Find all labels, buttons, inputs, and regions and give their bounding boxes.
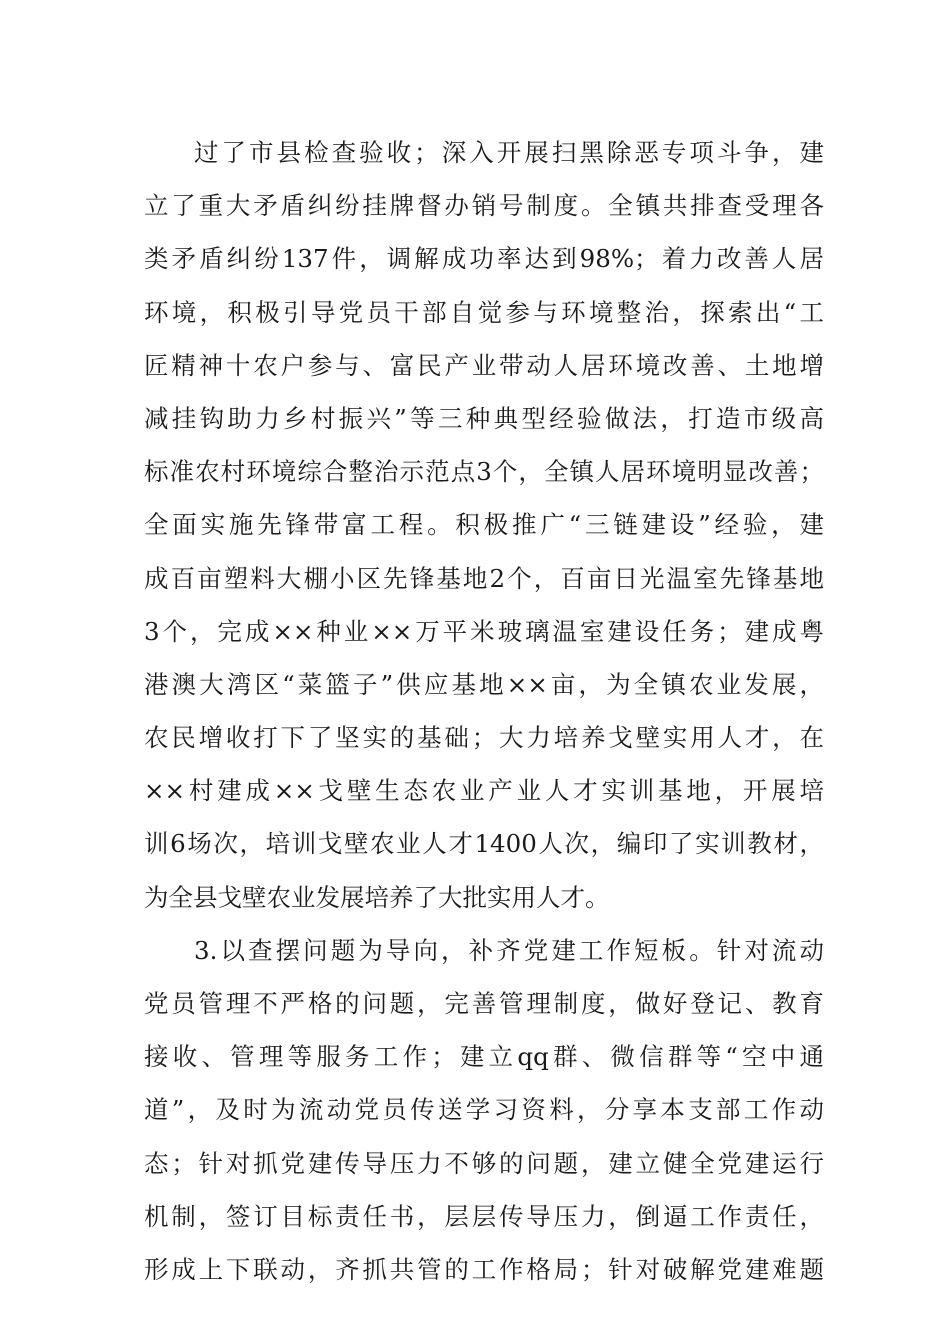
text-line: 形成上下联动，齐抓共管的工作格局；针对破解党建难题 (144, 1254, 824, 1284)
text-line: 过了市县检查验收；深入开展扫黑除恶专项斗争，建 (194, 138, 824, 167)
text-line: 农民增收打下了坚实的基础；大力培养戈壁实用人才，在 (144, 723, 824, 753)
text-line: 机制，签订目标责任书，层层传导压力，倒逼工作责任， (144, 1201, 824, 1231)
text-line: 环境，积极引导党员干部自觉参与环境整治，探索出“工 (144, 297, 824, 327)
text-line: 道”，及时为流动党员传送学习资料，分享本支部工作动 (144, 1095, 824, 1125)
text-line: ××村建成××戈壁生态农业产业人才实训基地，开展培 (144, 776, 824, 806)
text-line: 党员管理不严格的问题，完善管理制度，做好登记、教育 (144, 989, 824, 1018)
text-line: 3个，完成××种业××万平米玻璃温室建设任务；建成粤 (144, 616, 824, 646)
text-line: 立了重大矛盾纠纷挂牌督办销号制度。全镇共排查受理各 (144, 191, 824, 221)
text-line: 减挂钩助力乡村振兴”等三种典型经验做法，打造市级高 (144, 403, 824, 433)
text-line: 类矛盾纠纷137件，调解成功率达到98%；着力改善人居 (144, 244, 824, 274)
text-line: 3.以查摆问题为导向，补齐党建工作短板。针对流动 (194, 935, 824, 965)
text-line: 为全县戈壁农业发展培养了大批实用人才。 (144, 882, 610, 912)
text-line: 港澳大湾区“菜篮子”供应基地××亩，为全镇农业发展， (144, 669, 824, 699)
text-line: 成百亩塑料大棚小区先锋基地2个，百亩日光温室先锋基地 (144, 563, 824, 593)
text-line: 标准农村环境综合整治示范点3个，全镇人居环境明显改善； (144, 457, 824, 487)
text-line: 态；针对抓党建传导压力不够的问题，建立健全党建运行 (144, 1148, 824, 1178)
body-text (144, 126, 824, 1296)
text-line: 训6场次，培训戈壁农业人才1400人次，编印了实训教材， (144, 829, 824, 859)
text-line: 匠精神十农户参与、富民产业带动人居环境改善、土地增 (144, 350, 824, 380)
text-line: 接收、管理等服务工作；建立qq群、微信群等“空中通 (144, 1042, 824, 1072)
text-line: 全面实施先锋带富工程。积极推广“三链建设”经验，建 (144, 510, 824, 540)
